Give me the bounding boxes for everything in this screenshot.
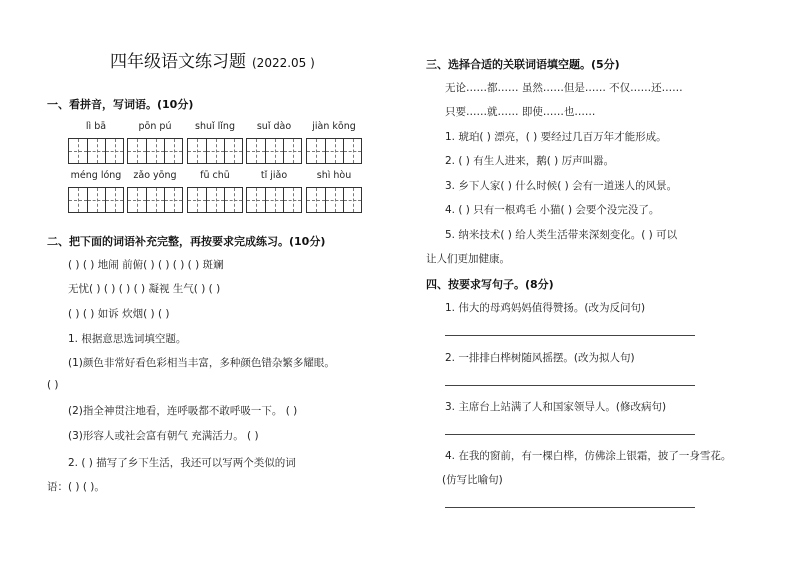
pinyin-1-2: pōn pú xyxy=(138,121,172,132)
answer-grid-2-1[interactable] xyxy=(68,187,124,213)
section3-line-4: 2. ( ) 有生人进来，鹅( ) 厉声叫嚣。 xyxy=(445,155,615,167)
pinyin-1-3: shuǐ lǐng xyxy=(195,121,235,132)
section3-line-8: 让人们更加健康。 xyxy=(426,253,510,265)
pinyin-2-4: tǐ jiǎo xyxy=(260,170,288,181)
section4-heading: 四、按要求写句子。(8分) xyxy=(426,278,554,291)
section4-item-4: 4. 在我的窗前，有一棵白桦，仿佛涂上银霜，披了一身雪花。 xyxy=(445,450,732,462)
answer-grid-1-2[interactable] xyxy=(127,138,183,164)
section2-line-7: (2)指全神贯注地看，连呼吸都不敢呼吸一下。 ( ) xyxy=(68,405,298,417)
section1-heading: 一、看拼音，写词语。(10分) xyxy=(47,98,194,111)
section3-line-1: 无论……都…… 虽然……但是…… 不仅……还…… xyxy=(445,82,683,94)
section3-line-3: 1. 琥珀( ) 漂亮，( ) 要经过几百万年才能形成。 xyxy=(445,131,667,143)
answer-grid-1-5[interactable] xyxy=(306,138,362,164)
answer-grid-2-4[interactable] xyxy=(246,187,302,213)
pinyin-1-5: jiàn kōng xyxy=(312,121,356,132)
pinyin-2-5: shì hòu xyxy=(316,170,352,181)
pinyin-1-4: suǐ dào xyxy=(256,121,292,132)
answer-line-3[interactable] xyxy=(445,434,695,435)
answer-grid-2-3[interactable] xyxy=(187,187,243,213)
answer-grid-1-1[interactable] xyxy=(68,138,124,164)
section3-line-2: 只要……就…… 即使……也…… xyxy=(445,106,596,118)
section4-item-2: 2. 一排排白桦树随风摇摆。(改为拟人句) xyxy=(445,352,635,364)
title-date: (2022.05 ) xyxy=(252,56,315,70)
answer-line-4[interactable] xyxy=(445,507,695,508)
answer-line-2[interactable] xyxy=(445,385,695,386)
section2-line-3: ( ) ( ) 如诉 炊烟( ) ( ) xyxy=(68,308,170,320)
pinyin-2-2: zǎo yōng xyxy=(133,170,177,181)
section2-heading: 二、把下面的词语补充完整，再按要求完成练习。(10分) xyxy=(47,235,326,248)
section3-heading: 三、选择合适的关联词语填空题。(5分) xyxy=(426,58,620,71)
section4-note: (仿写比喻句) xyxy=(442,474,503,486)
answer-grid-2-5[interactable] xyxy=(306,187,362,213)
answer-grid-1-4[interactable] xyxy=(246,138,302,164)
section4-item-1: 1. 伟大的母鸡妈妈值得赞扬。(改为反问句) xyxy=(445,302,646,314)
section2-line-5: (1)颜色非常好看色彩相当丰富，多种颜色错杂繁多耀眼。 xyxy=(68,357,335,369)
pinyin-2-3: fū chū xyxy=(200,170,230,181)
pinyin-2-1: méng lóng xyxy=(70,170,122,181)
pinyin-1-1: lì bā xyxy=(85,121,107,132)
section4-item-3: 3. 主席台上站满了人和国家领导人。(修改病句) xyxy=(445,401,667,413)
section2-line-9: 2. ( ) 描写了乡下生活，我还可以写两个类似的词 xyxy=(68,457,296,469)
section2-line-2: 无忧( ) ( ) ( ) ( ) 凝视 生气( ) ( ) xyxy=(68,283,221,295)
section2-line-10: 语：( ) ( )。 xyxy=(47,481,105,493)
title-text: 四年级语文练习题 xyxy=(110,52,246,72)
section3-line-7: 5. 纳米技术( ) 给人类生活带来深刻变化。( ) 可以 xyxy=(445,229,678,241)
section3-line-6: 4. ( ) 只有一根鸡毛 小猫( ) 会要个没完没了。 xyxy=(445,204,660,216)
section2-line-6: ( ) xyxy=(47,379,59,391)
page-title xyxy=(110,47,315,72)
section3-line-5: 3. 乡下人家( ) 什么时候( ) 会有一道迷人的风景。 xyxy=(445,180,678,192)
section2-line-8: (3)形容人或社会富有朝气 充满活力。 ( ) xyxy=(68,430,259,442)
answer-line-1[interactable] xyxy=(445,335,695,336)
section2-line-4: 1. 根据意思选词填空题。 xyxy=(68,333,187,345)
section2-line-1: ( ) ( ) 地闹 前俯( ) ( ) ( ) ( ) 斑斓 xyxy=(68,259,224,271)
answer-grid-2-2[interactable] xyxy=(127,187,183,213)
answer-grid-1-3[interactable] xyxy=(187,138,243,164)
